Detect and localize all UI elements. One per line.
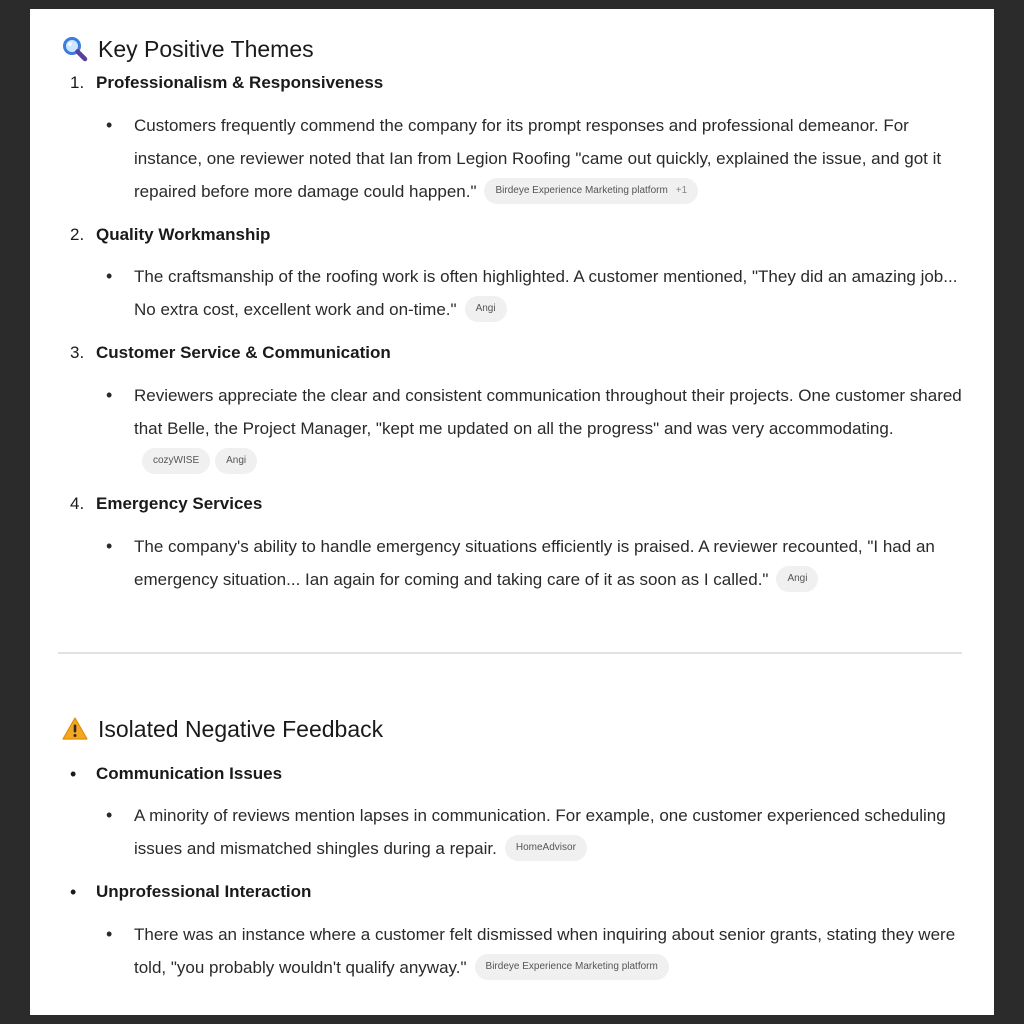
source-chip-label: HomeAdvisor (515, 841, 576, 853)
bullet-dot: • (106, 115, 113, 135)
bullet-text (134, 918, 968, 984)
feedback-bullet (106, 918, 968, 984)
bullet-dot: • (70, 881, 77, 902)
bullet-text (134, 109, 968, 208)
source-chip[interactable] (475, 954, 669, 980)
source-chip-label: Angi (475, 302, 496, 314)
source-chip-label: Birdeye Experience Marketing platform (485, 960, 658, 972)
feedback-heading (70, 762, 282, 786)
source-chip-extra: +1 (675, 184, 688, 196)
warning-icon (62, 716, 88, 742)
section-title-negative (62, 713, 383, 745)
theme-heading (70, 341, 391, 365)
content-card (30, 9, 994, 1015)
bullet-text-body: The company's ability to handle emergency situations efficiently is praised. A reviewer recounted, "I had an emergency situation... Ian again for coming and taking care of it as soon as I called." (134, 537, 935, 589)
theme-heading (70, 71, 383, 95)
theme-bullet (106, 530, 968, 596)
theme-heading-text: Emergency Services (96, 494, 263, 513)
bullet-text-body: The craftsmanship of the roofing work is often highlighted. A customer mentioned, "They did an amazing job... No extra cost, excellent work and on-time." (134, 267, 958, 319)
theme-bullet (106, 260, 968, 326)
source-chip[interactable] (215, 448, 257, 474)
source-chip-label: Angi (787, 572, 808, 584)
theme-heading-text: Customer Service & Communication (96, 343, 391, 362)
source-chip[interactable] (142, 448, 210, 474)
list-number: 4. (70, 494, 85, 513)
list-number: 2. (70, 225, 85, 244)
list-number: 3. (70, 343, 85, 362)
feedback-heading-text: Unprofessional Interaction (96, 882, 312, 901)
theme-bullet (106, 109, 968, 208)
bullet-text-body: Customers frequently commend the company for its prompt responses and professional demeanor. For instance, one reviewer noted that Ian from Legion Roofing "came out quickly, explained the issue, and got it repaired before more damage could happen." (134, 116, 942, 201)
source-chip-label: Birdeye Experience Marketing platform (495, 184, 668, 196)
theme-heading (70, 223, 270, 247)
section-title-positive (62, 33, 314, 65)
bullet-text (134, 799, 968, 865)
bullet-text (134, 379, 968, 478)
source-chip-label: Angi (226, 454, 247, 466)
bullet-text-body: Reviewers appreciate the clear and consistent communication throughout their projects. One customer shared that Belle, the Project Manager, "kept me updated on all the progress" and was very accommodating. (134, 386, 962, 438)
list-number: 1. (70, 73, 85, 92)
bullet-text (134, 530, 968, 596)
source-chip-label: cozyWISE (153, 454, 200, 466)
section-divider (58, 652, 962, 654)
theme-heading-text: Quality Workmanship (96, 225, 271, 244)
theme-heading (70, 492, 262, 516)
bullet-dot: • (106, 536, 113, 556)
source-chip[interactable] (465, 296, 507, 322)
bullet-dot: • (70, 763, 77, 784)
section-title-text: Key Positive Themes (98, 35, 314, 62)
bullet-dot: • (106, 385, 113, 405)
source-chip[interactable] (776, 566, 818, 592)
source-chip[interactable] (505, 835, 587, 861)
feedback-bullet (106, 799, 968, 865)
bullet-dot: • (106, 805, 113, 825)
bullet-dot: • (106, 266, 113, 286)
bullet-text-body: A minority of reviews mention lapses in communication. For example, one customer experienced scheduling issues and mismatched shingles during a repair. (134, 806, 946, 858)
source-chip[interactable] (484, 178, 698, 204)
bullet-dot: • (106, 924, 113, 944)
section-title-text: Isolated Negative Feedback (98, 715, 384, 742)
bullet-text-body: There was an instance where a customer felt dismissed when inquiring about senior grants, stating they were told, "you probably wouldn't qualify anyway." (134, 925, 956, 977)
feedback-heading (70, 880, 311, 904)
feedback-heading-text: Communication Issues (96, 764, 283, 783)
bullet-text (134, 260, 968, 326)
theme-heading-text: Professionalism & Responsiveness (96, 73, 384, 92)
magnifying-glass-icon (62, 36, 88, 62)
theme-bullet (106, 379, 968, 478)
